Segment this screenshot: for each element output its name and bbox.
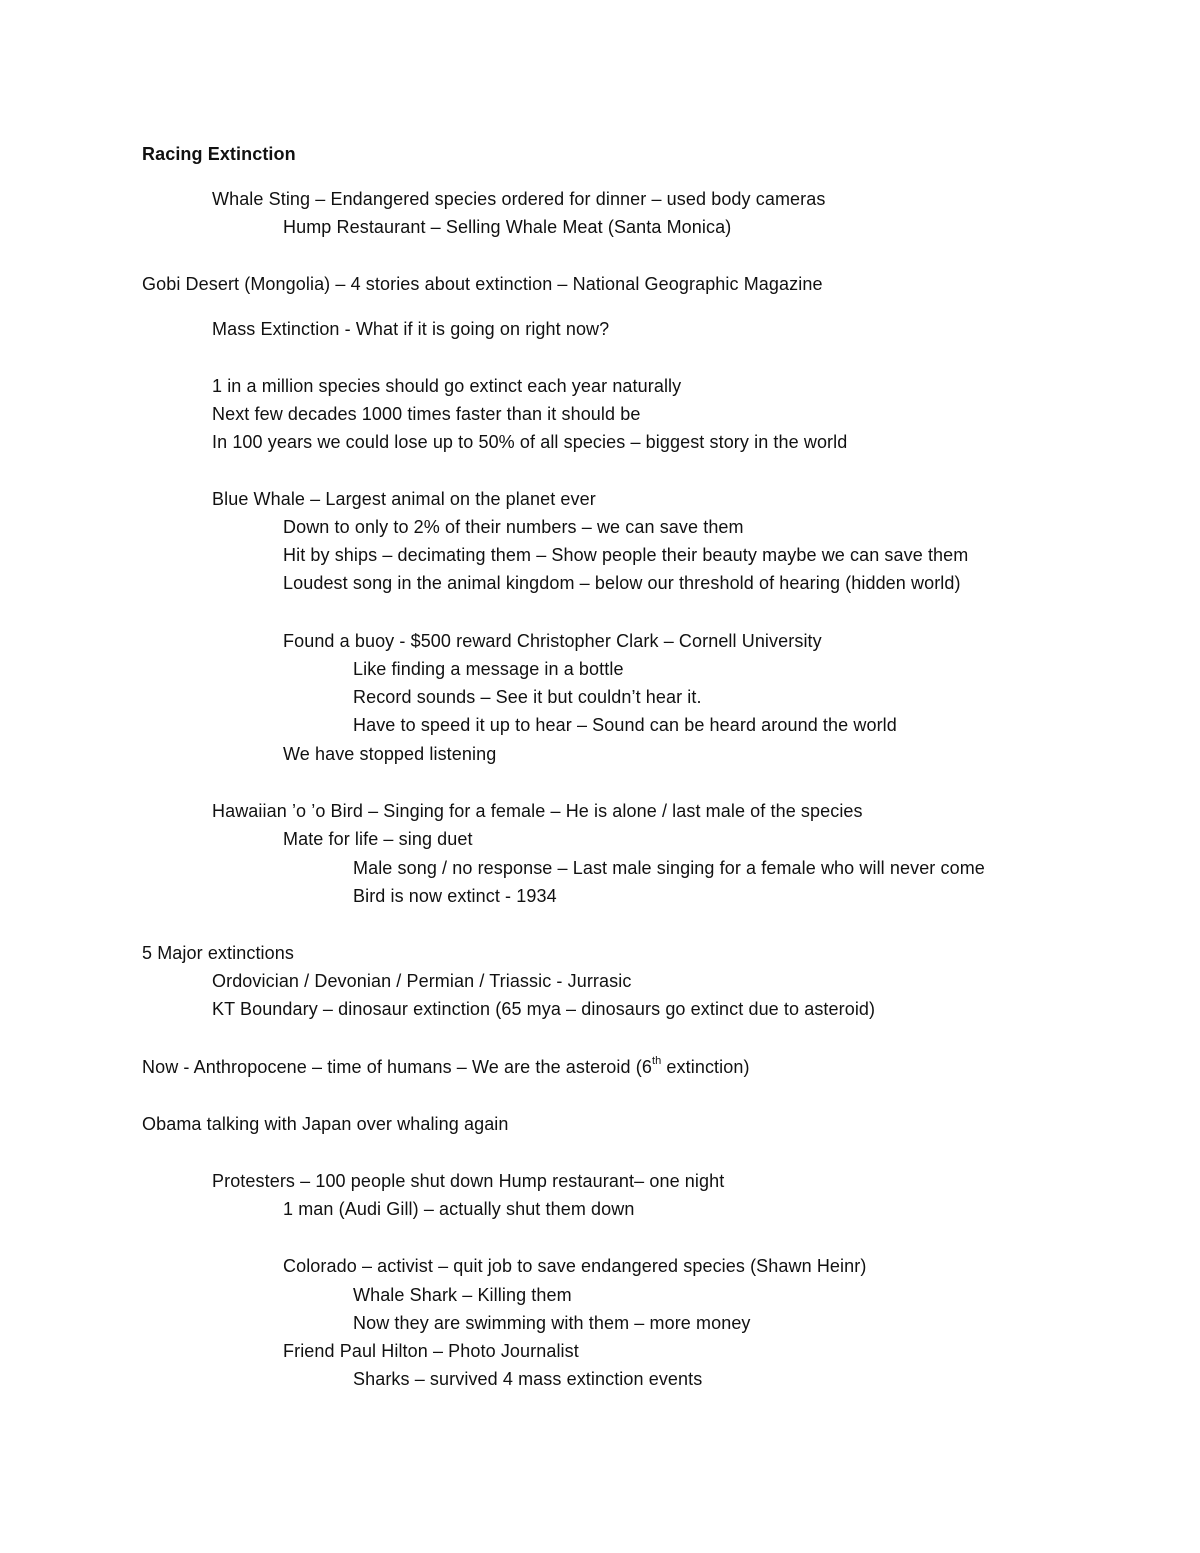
note-line: Hit by ships – decimating them – Show people their beauty maybe we can save them — [283, 545, 969, 565]
note-line: 1 man (Audi Gill) – actually shut them down — [283, 1199, 635, 1219]
note-line: In 100 years we could lose up to 50% of all species – biggest story in the world — [212, 432, 848, 452]
note-line-text: Now - Anthropocene – time of humans – We are the asteroid (6 — [142, 1057, 652, 1077]
note-line: Like finding a message in a bottle — [353, 659, 624, 679]
note-line: Male song / no response – Last male singing for a female who will never come — [353, 858, 985, 878]
note-line: Mass Extinction - What if it is going on right now? — [212, 319, 610, 339]
note-line: Protesters – 100 people shut down Hump restaurant– one night — [212, 1171, 725, 1191]
note-line: Friend Paul Hilton – Photo Journalist — [283, 1341, 579, 1361]
note-line: Obama talking with Japan over whaling again — [142, 1114, 509, 1134]
note-line: Found a buoy - $500 reward Christopher Clark – Cornell University — [283, 631, 822, 651]
note-line: 5 Major extinctions — [142, 943, 294, 963]
note-line: KT Boundary – dinosaur extinction (65 mya – dinosaurs go extinct due to asteroid) — [212, 999, 876, 1019]
note-line: Hawaiian ’o ’o Bird – Singing for a female – He is alone / last male of the species — [212, 801, 863, 821]
note-line: Whale Sting – Endangered species ordered for dinner – used body cameras — [212, 189, 826, 209]
document-title: Racing Extinction — [142, 144, 296, 164]
note-line: Ordovician / Devonian / Permian / Triassic - Jurrasic — [212, 971, 632, 991]
note-line: Sharks – survived 4 mass extinction events — [353, 1369, 703, 1389]
superscript: th — [651, 1055, 662, 1067]
note-line: Colorado – activist – quit job to save endangered species (Shawn Heinr) — [283, 1256, 867, 1276]
note-line: Gobi Desert (Mongolia) – 4 stories about extinction – National Geographic Magazine — [142, 274, 823, 294]
note-line: Next few decades 1000 times faster than it should be — [212, 404, 641, 424]
note-line: Record sounds – See it but couldn’t hear it. — [353, 687, 702, 707]
note-line: Whale Shark – Killing them — [353, 1285, 572, 1305]
note-line: Have to speed it up to hear – Sound can be heard around the world — [353, 715, 897, 735]
note-line: Mate for life – sing duet — [283, 829, 473, 849]
note-line-text: extinction) — [661, 1057, 750, 1077]
note-line: 1 in a million species should go extinct each year naturally — [212, 376, 682, 396]
note-line: Down to only to 2% of their numbers – we can save them — [283, 517, 744, 537]
note-line: Blue Whale – Largest animal on the planet ever — [212, 489, 596, 509]
note-line: Bird is now extinct - 1934 — [353, 886, 557, 906]
note-line — [142, 1056, 750, 1078]
note-line: Now they are swimming with them – more money — [353, 1313, 751, 1333]
note-line: Hump Restaurant – Selling Whale Meat (Santa Monica) — [283, 217, 732, 237]
note-line: We have stopped listening — [283, 744, 497, 764]
note-line: Loudest song in the animal kingdom – below our threshold of hearing (hidden world) — [283, 573, 961, 593]
